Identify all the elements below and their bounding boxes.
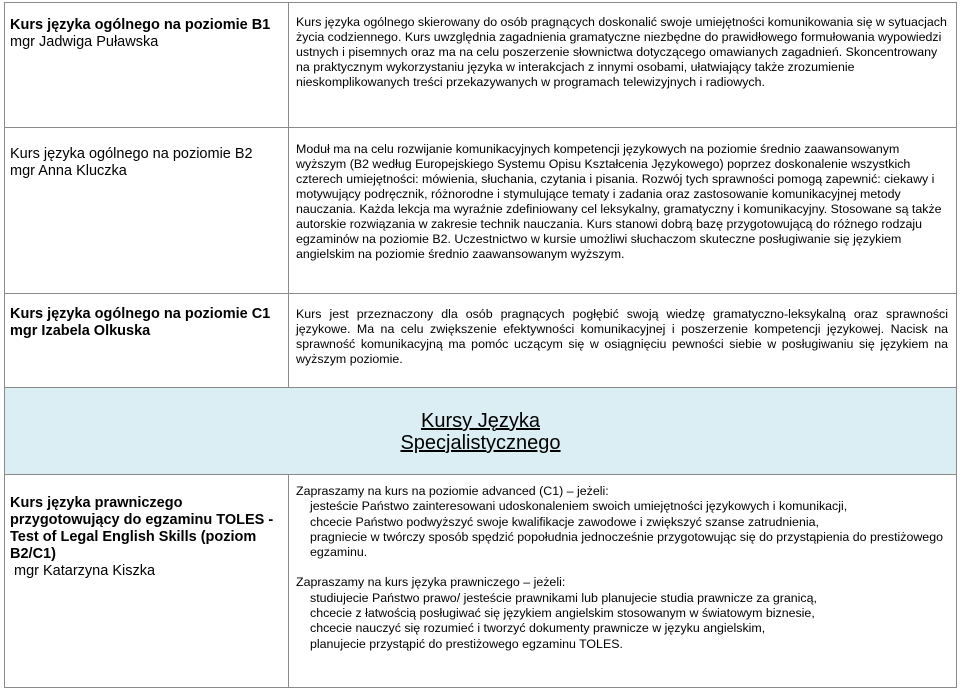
section-title-line2: Specjalistycznego [400,432,561,454]
block2-item: planujecie przystąpić do prestiżowego egzaminu TOLES. [310,636,623,651]
block1-item: chcecie Państwo podwyższyć swoje kwalifikacje zawodowe i zwiększyć szanse zatrudnienia, [310,514,819,529]
course-info-cell [5,128,289,294]
course-description: Kurs języka ogólnego skierowany do osób pragnących doskonalić swoje umiejętności komunikowania się w sytuacjach życia codziennego. Kurs uwzględnia zagadnienia gramatyczne niezbędne do prawidłowego formułowania wypowiedzi ustnych i pisemnych oraz ma na celu poszerzenie słownictwa dotyczącego omawianych zagadnień. Skoncentrowany na praktycznym wykorzystaniu języka w interakcjach z innymi osobami, ułatwiający także zrozumienie nieskomplikowanych treści przekazywanych w programach telewizyjnych i radiowych. [296,15,947,89]
block2-intro: Zapraszamy na kurs języka prawniczego – jeżeli: [296,575,566,590]
course-row-law [5,475,957,688]
course-info-cell [5,475,289,688]
course-row-b2 [5,128,957,294]
course-description-cell [289,475,957,688]
course-title: Kurs języka ogólnego na poziomie B2 [10,146,253,162]
section-header [5,388,957,475]
course-teacher: mgr Jadwiga Puławska [10,34,159,50]
course-description-cell [289,128,957,294]
spacer [296,560,948,575]
block1-item: jesteście Państwo zainteresowani udoskonaleniem swoich umiejętności językowych i komunikacji, [310,499,848,514]
section-header-row [5,388,957,475]
course-teacher: mgr Anna Kluczka [10,163,127,179]
block2-item: chcecie nauczyć się rozumieć i tworzyć dokumenty prawnicze w języku angielskim, [310,621,766,636]
course-row-b1 [5,3,957,128]
block1-item: pragniecie w twórczy sposób spędzić popołudnia jednocześnie przygotowując się do przystąpienia do prestiżowego egzaminu. [310,529,943,560]
course-description: Kurs jest przeznaczony dla osób pragnących pogłębić swoją wiedzę gramatyczno-leksykalną oraz sprawności językowe. Ma na celu zwiększenie efektywności komunikacyjnej i poszerzenie kompetencji językowej. Nacisk na sprawność komunikacyjną ma pomóc uczącym się w osiągnięciu pewności siebie w posługiwaniu się językiem na wyższym poziomie. [296,307,948,366]
block2-item: studiujecie Państwo prawo/ jesteście prawnikami lub planujecie studia prawnicze za granicą, [310,590,817,605]
course-description-cell [289,294,957,388]
course-teacher: mgr Izabela Olkuska [10,323,151,339]
course-teacher: mgr Katarzyna Kiszka [14,563,156,579]
course-table [4,2,957,688]
course-title: Kurs języka ogólnego na poziomie C1 [10,306,271,322]
course-title: Kurs języka prawniczego przygotowujący do egzaminu TOLES - Test of Legal English Skills (poziom B2/C1) [10,495,274,562]
course-title: Kurs języka ogólnego na poziomie B1 [10,17,271,33]
course-row-c1 [5,294,957,388]
section-title-line1: Kursy Języka [421,410,540,432]
course-description: Moduł ma na celu rozwijanie komunikacyjnych kompetencji językowych na poziomie średnio zaawansowanym wyższym (B2 według Europejskiego Systemu Opisu Kształcenia Językowego) poprzez doskonalenie wszystkich czterech umiejętności: mówienia, słuchania, czytania i pisania. Rozwój tych sprawności pomogą zapewnić: ciekawy i motywujący podręcznik, różnorodne i stymulujące tematy i zadania oraz zastosowanie komunikacyjnej metody nauczania. Każda lekcja ma wyraźnie zdefiniowany cel leksykalny, gramatyczny i komunikacyjny. Stosowane są także autorskie rozwiązania w zakresie technik nauczania. Kurs stanowi dobrą bazę przygotowującą do różnego rodzaju egzaminów na poziomie B2. Uczestnictwo w kursie umożliwi słuchaczom skuteczne posługiwanie się językiem angielskim na poziomie średnio zaawansowanym wyższym. [296,142,942,261]
course-info-cell [5,3,289,128]
block2-item: chcecie z łatwością posługiwać się językiem angielskim stosowanym w światowym biznesie, [310,606,815,621]
block1-intro: Zapraszamy na kurs na poziomie advanced (C1) – jeżeli: [296,484,609,498]
course-info-cell [5,294,289,388]
course-description-cell [289,3,957,128]
